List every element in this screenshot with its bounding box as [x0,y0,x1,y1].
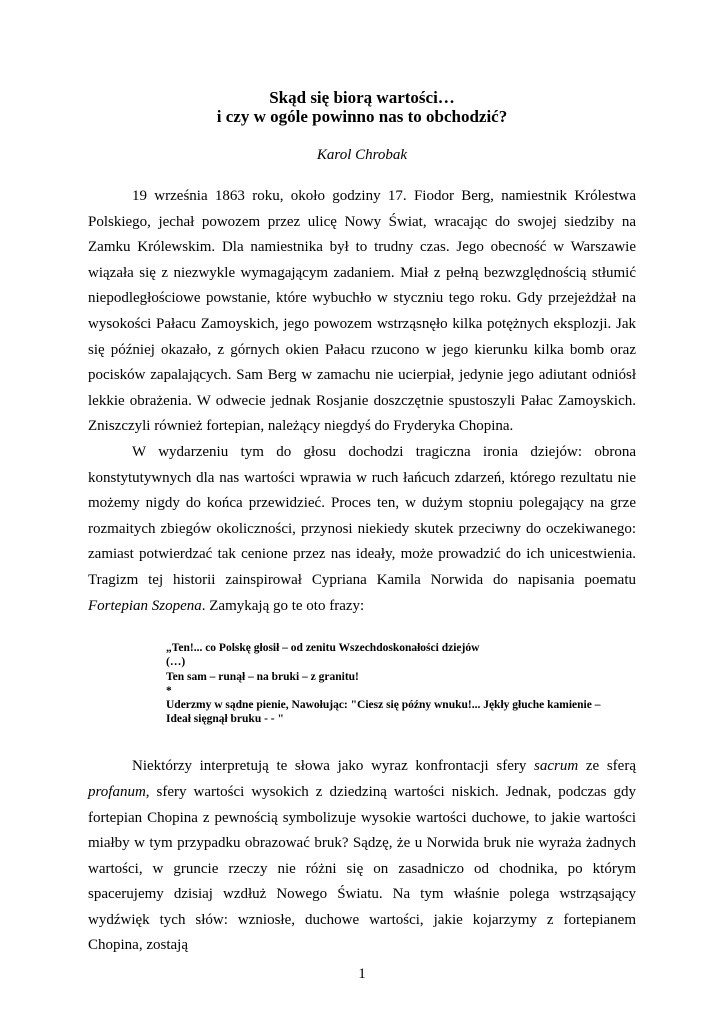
document-title [88,88,636,126]
title-line-2: i czy w ogóle powinno nas to obchodzić? [216,107,508,126]
paragraph-2-ending: . Zamykają go te oto frazy: [201,597,365,614]
author-name: Karol Chrobak [316,147,408,163]
poem-title: Fortepian Szopena [88,597,202,614]
paragraph-3-part-1: Niektórzy interpretują te słowa jako wyraz konfrontacji sfery [132,758,535,775]
quote-line-4: * [166,684,172,697]
poem-quote [166,641,636,726]
quote-line-1: „Ten!... co Polskę głosił – od zenitu Wszechdoskonałości dziejów [166,642,480,655]
term-sacrum: sacrum [534,758,579,775]
quote-line-3: Ten sam – runął – na bruki – z granitu! [166,670,359,683]
term-profanum: profanum [88,783,146,800]
paragraph-3-part-2: ze sferą [578,758,636,775]
page-number: 1 [358,966,366,982]
document-page [88,88,636,959]
title-line-1: Skąd się biorą wartości… [269,88,455,107]
paragraph-3-part-3: , sfery wartości wysokich z dziedziną wartości niskich. Jednak, podczas gdy fortepian Chopina z pewnością symbolizuje wysokie wartości duchowe, to jakie wartości miałby w tym przypadku obrazować bruk? Sądzę, że u Norwida bruk nie wyraża żadnych wartości, w gruncie rzeczy nie różni się on zasadniczo od chodnika, po którym spacerujemy dzisiaj wzdłuż Nowego Światu. Na tym właśnie polega wstrząsający wydźwięk tych słów: wzniosłe, duchowe wartości, jakie kojarzymy z fortepianem Chopina, zostają [88,783,636,954]
paragraph-2-text: W wydarzeniu tym do głosu dochodzi tragiczna ironia dziejów: obrona konstytutywnych dla nas wartości wprawia w ruch łańcuch zdarzeń, którego rezultatu nie możemy nigdy do końca przewidzieć. Proces ten, w dużym stopniu polegający na grze rozmaitych zbiegów okoliczności, przynosi niekiedy skutek przeciwny do oczekiwanego: zamiast potwierdzać tak cenione przez nas ideały, może prowadzić do ich unicestwienia. Tragizm tej historii zainspirował Cypriana Kamila Norwida do napisania poematu [88,443,636,588]
paragraph-1: 19 września 1863 roku, około godziny 17. Fiodor Berg, namiestnik Królestwa Polskiego, jechał powozem przez ulicę Nowy Świat, wracając do swojej siedziby na Zamku Królewskim. Dla namiestnika był to trudny czas. Jego obecność w Warszawie wiązała się z niezwykle wymagającym zadaniem. Miał z pełną bezwzględnością stłumić niepodległościowe powstanie, które wybuchło w styczniu tego roku. Gdy przejeżdżał na wysokości Pałacu Zamoyskich, jego powozem wstrząsnęło kilka potężnych eksplozji. Jak się później okazało, z górnych okien Pałacu rzucono w jego kierunku kilka bomb oraz pocisków zapalających. Sam Berg w zamachu nie ucierpiał, jedynie jego adiutant odniósł lekkie obrażenia. W odwecie jednak Rosjanie doszczętnie spustoszyli Pałac Zamoyskich. Zniszczyli również fortepian, należący niegdyś do Fryderyka Chopina. [88,188,636,435]
paragraph-3 [88,754,636,959]
quote-line-2: (…) [166,656,186,669]
quote-line-5: Uderzmy w sądne pienie, Nawołując: "Ciesz się późny wnuku!... Jękły głuche kamienie – [166,698,601,711]
paragraph-2 [88,440,636,619]
quote-line-6: Ideał sięgnął bruku - - " [166,713,284,726]
